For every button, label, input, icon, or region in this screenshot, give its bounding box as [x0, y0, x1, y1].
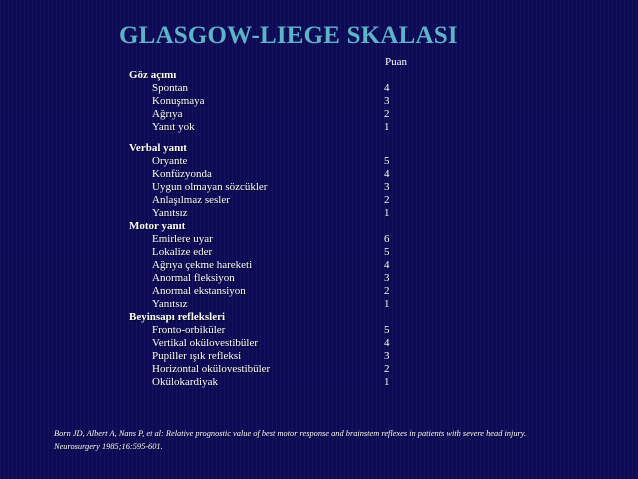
item-score: 2 [384, 285, 390, 297]
item-label: Konuşmaya [152, 95, 205, 107]
score-column-header: Puan [385, 56, 407, 68]
item-score: 1 [384, 207, 390, 219]
slide-title: GLASGOW-LIEGE SKALASI [119, 22, 458, 49]
item-label: Spontan [152, 82, 189, 94]
item-score: 1 [384, 298, 390, 310]
item-score: 3 [384, 350, 390, 362]
item-score: 5 [384, 155, 390, 167]
item-score: 5 [384, 246, 390, 258]
section-heading-brainstem-reflexes: Beyinsapı refleksleri [129, 311, 226, 323]
section-heading-motor-response: Motor yanıt [129, 220, 186, 232]
item-label: Yanıtsız [152, 298, 188, 310]
item-label: Horizontal okülovestibüler [152, 363, 271, 375]
item-score: 6 [384, 233, 390, 245]
item-score: 2 [384, 194, 390, 206]
item-score: 2 [384, 108, 390, 120]
citation [54, 427, 614, 453]
item-label: Emirlere uyar [152, 233, 213, 245]
citation-line: Born JD, Albert A, Nans P, et al: Relative prognostic value of best motor response and brainstem reflexes in patients with severe head injury. [54, 429, 527, 438]
item-score: 5 [384, 324, 390, 336]
section-heading-verbal-response: Verbal yanıt [129, 142, 187, 154]
item-score: 1 [384, 376, 390, 388]
item-label: Yanıtsız [152, 207, 188, 219]
item-label: Lokalize eder [152, 246, 213, 258]
item-score: 2 [384, 363, 390, 375]
item-score: 1 [384, 121, 390, 133]
item-score: 4 [384, 82, 390, 94]
item-label: Pupiller ışık refleksi [152, 350, 242, 362]
item-label: Oryante [152, 155, 188, 167]
item-label: Anlaşılmaz sesler [152, 194, 230, 206]
citation-line: Neurosurgery 1985;16:595-601. [54, 442, 163, 451]
item-score: 4 [384, 168, 390, 180]
item-label: Konfüzyonda [152, 168, 212, 180]
item-score: 3 [384, 272, 390, 284]
item-label: Okülokardiyak [152, 376, 218, 388]
item-label: Yanıt yok [152, 121, 195, 133]
item-score: 4 [384, 259, 390, 271]
item-score: 3 [384, 95, 390, 107]
item-label: Ağrıya [152, 108, 183, 120]
section-heading-eye-opening: Göz açımı [129, 69, 177, 81]
item-label: Uygun olmayan sözcükler [152, 181, 268, 193]
item-label: Anormal fleksiyon [152, 272, 235, 284]
item-score: 4 [384, 337, 390, 349]
item-label: Anormal ekstansiyon [152, 285, 246, 297]
item-score: 3 [384, 181, 390, 193]
item-label: Vertikal okülovestibüler [152, 337, 259, 349]
item-label: Ağrıya çekme hareketi [152, 259, 253, 271]
item-label: Fronto-orbiküler [152, 324, 226, 336]
